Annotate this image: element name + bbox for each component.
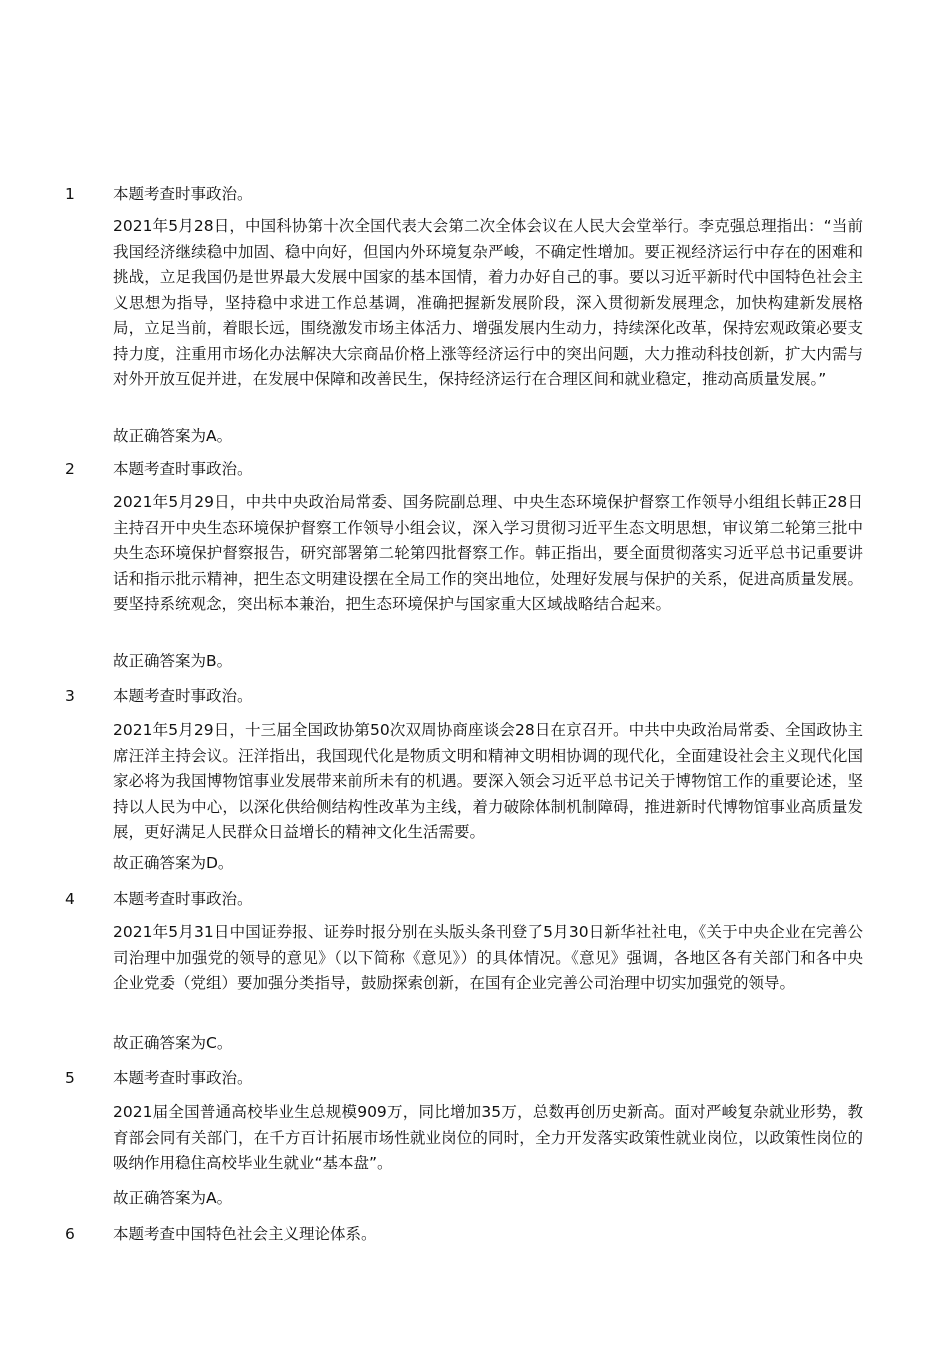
item-header [0, 1222, 950, 1246]
item-header [0, 182, 950, 206]
item-number: 6 [65, 1225, 75, 1243]
item-number: 4 [65, 890, 75, 908]
item-number: 1 [65, 185, 75, 203]
item-answer: 故正确答案为A。 [113, 427, 233, 445]
item-explanation: 2021年5月28日，中国科协第十次全国代表大会第二次全体会议在人民大会堂举行。李克强总理指出：“当前我国经济继续稳中加固、稳中向好，但国内外环境复杂严峻，不确定性增加。要正视经济运行中存在的困难和挑战，立足我国仍是世界最大发展中国家的基本国情，着力办好自己的事。要以习近平新时代中国特色社会主义思想为指导，坚持稳中求进工作总基调，准确把握新发展阶段，深入贯彻新发展理念，加快构建新发展格局，立足当前，着眼长远，围绕激发市场主体活力、增强发展内生动力，持续深化改革，保持宏观政策必要支持力度，注重用市场化办法解决大宗商品价格上涨等经济运行中的突出问题，大力推动科技创新，扩大内需与对外开放互促并进，在发展中保障和改善民生，保持经济运行在合理区间和就业稳定，推动高质量发展。” [113, 217, 863, 388]
item-header [0, 887, 950, 911]
item-title: 本题考查时事政治。 [113, 460, 253, 478]
item-number: 5 [65, 1069, 75, 1087]
item-title: 本题考查时事政治。 [113, 185, 253, 203]
item-number: 2 [65, 460, 75, 478]
item-title: 本题考查中国特色社会主义理论体系。 [113, 1225, 377, 1243]
item-title: 本题考查时事政治。 [113, 890, 253, 908]
item-explanation: 2021年5月29日，十三届全国政协第50次双周协商座谈会28日在京召开。中共中央政治局常委、全国政协主席汪洋主持会议。汪洋指出，我国现代化是物质文明和精神文明相协调的现代化，全面建设社会主义现代化国家必将为我国博物馆事业发展带来前所未有的机遇。要深入领会习近平总书记关于博物馆工作的重要论述，坚持以人民为中心，以深化供给侧结构性改革为主线，着力破除体制机制障碍，推进新时代博物馆事业高质量发展，更好满足人民群众日益增长的精神文化生活需要。 [113, 721, 863, 841]
item-explanation: 2021届全国普通高校毕业生总规模909万，同比增加35万，总数再创历史新高。面对严峻复杂就业形势，教育部会同有关部门，在千方百计拓展市场性就业岗位的同时，全力开发落实政策性就业岗位，以政策性岗位的吸纳作用稳住高校毕业生就业“基本盘”。 [113, 1103, 863, 1172]
item-explanation: 2021年5月31日中国证券报、证券时报分别在头版头条刊登了5月30日新华社社电，《关于中央企业在完善公司治理中加强党的领导的意见》（以下简称《意见》）的具体情况。《意见》强调，各地区各有关部门和各中央企业党委（党组）要加强分类指导，鼓励探索创新，在国有企业完善公司治理中切实加强党的领导。 [113, 923, 863, 992]
item-number: 3 [65, 687, 75, 705]
item-answer: 故正确答案为B。 [113, 652, 233, 670]
item-explanation: 2021年5月29日，中共中央政治局常委、国务院副总理、中央生态环境保护督察工作领导小组组长韩正28日主持召开中央生态环境保护督察工作领导小组会议，深入学习贯彻习近平生态文明思想，审议第二轮第三批中央生态环境保护督察报告，研究部署第二轮第四批督察工作。韩正指出，要全面贯彻落实习近平总书记重要讲话和指示批示精神，把生态文明建设摆在全局工作的突出地位，处理好发展与保护的关系，促进高质量发展。要坚持系统观念，突出标本兼治，把生态环境保护与国家重大区域战略结合起来。 [113, 493, 863, 613]
item-title: 本题考查时事政治。 [113, 687, 253, 705]
item-header [0, 457, 950, 481]
item-header [0, 1066, 950, 1090]
item-title: 本题考查时事政治。 [113, 1069, 253, 1087]
item-answer: 故正确答案为C。 [113, 1034, 233, 1052]
item-answer: 故正确答案为D。 [113, 854, 234, 872]
item-answer: 故正确答案为A。 [113, 1189, 233, 1207]
item-header [0, 684, 950, 708]
